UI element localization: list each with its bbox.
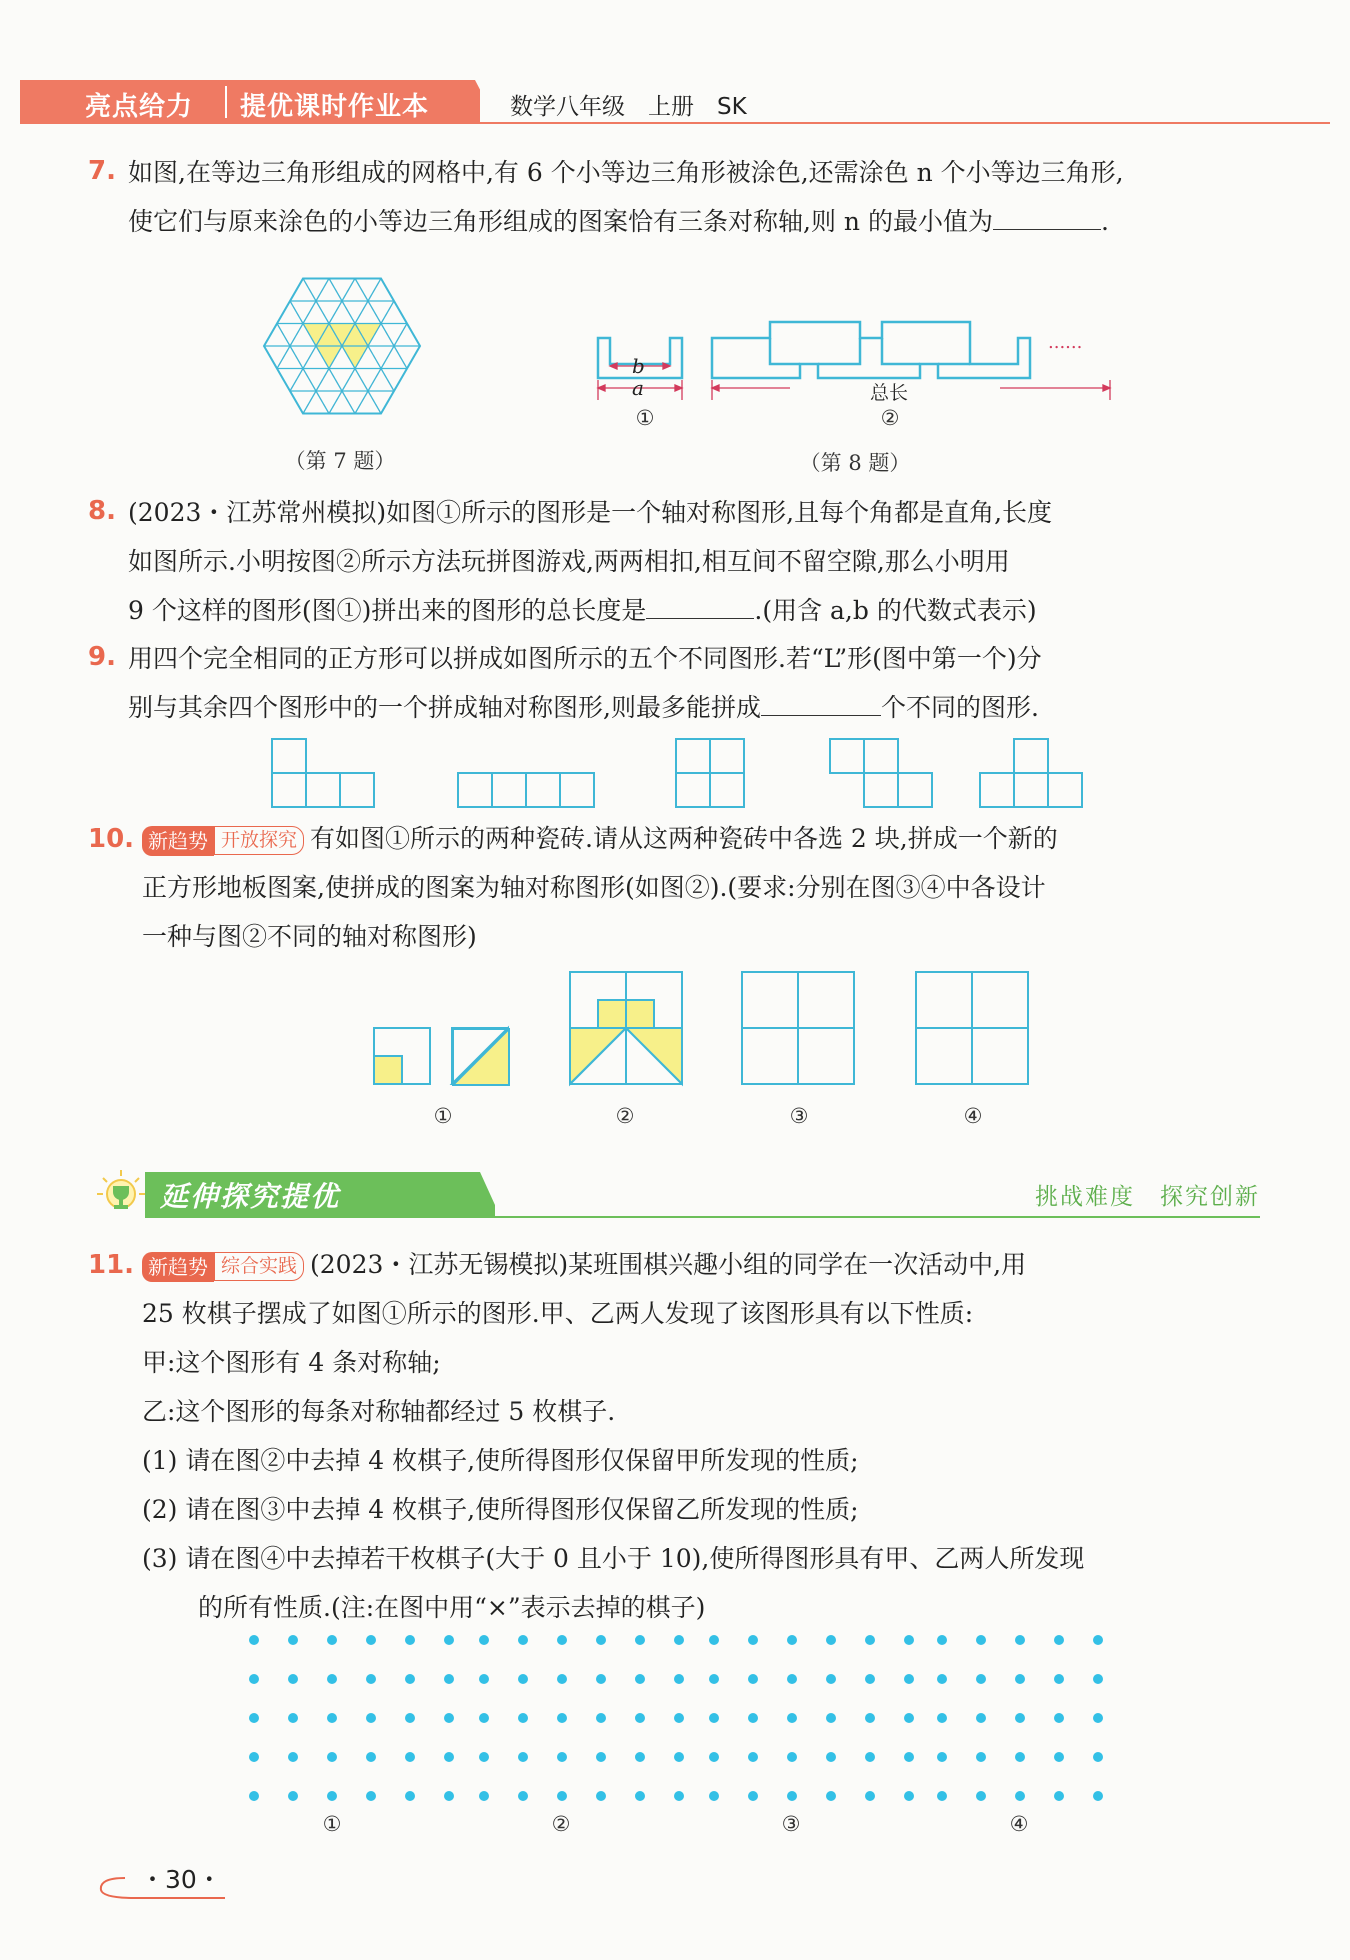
question-11-line-text: (2023・江苏无锡模拟)某班围棋兴趣小组的同学在一次活动中,用: [310, 1250, 1027, 1279]
go-stone: [865, 1752, 875, 1762]
hexagon-triangle-grid-figure: [236, 255, 448, 437]
go-stone: [288, 1752, 298, 1762]
go-stone: [479, 1674, 489, 1684]
go-stone: [748, 1635, 758, 1645]
go-stone: [787, 1713, 797, 1723]
question-number-10: 10.: [88, 824, 135, 854]
question-number-7: 7.: [88, 156, 116, 186]
go-stone: [1093, 1791, 1103, 1801]
example-pattern: [570, 972, 682, 1084]
go-stone: [1054, 1791, 1064, 1801]
go-stone: [327, 1791, 337, 1801]
go-stone: [288, 1791, 298, 1801]
go-stone: [366, 1752, 376, 1762]
go-stone: [288, 1713, 298, 1723]
go-stone: [709, 1713, 719, 1723]
question-number-9: 9.: [88, 642, 116, 672]
go-stone: [1054, 1713, 1064, 1723]
go-stone: [1093, 1674, 1103, 1684]
go-stone: [1054, 1674, 1064, 1684]
question-11-line: 25 枚棋子摆成了如图①所示的图形.甲、乙两人发现了该图形具有以下性质:: [142, 1299, 974, 1328]
go-stone: [1054, 1752, 1064, 1762]
go-stone: [748, 1713, 758, 1723]
question-7-line: [128, 197, 1268, 246]
go-stone: [748, 1674, 758, 1684]
question-number-8: 8.: [88, 496, 116, 526]
go-stone: [479, 1635, 489, 1645]
go-stone: [557, 1674, 567, 1684]
go-stone: [976, 1791, 986, 1801]
header-separator: [225, 86, 227, 118]
go-stone: [249, 1635, 259, 1645]
go-stone: [976, 1635, 986, 1645]
go-stone: [479, 1713, 489, 1723]
go-stone: [405, 1674, 415, 1684]
go-stone: [366, 1674, 376, 1684]
chain-shape: [712, 322, 1030, 378]
go-stone: [405, 1752, 415, 1762]
go-stone: [444, 1674, 454, 1684]
go-stone: [787, 1752, 797, 1762]
question-11-text: [142, 1240, 1282, 1632]
go-stone: [937, 1713, 947, 1723]
go-stone: [249, 1791, 259, 1801]
go-stone: [249, 1713, 259, 1723]
go-stone: [1093, 1752, 1103, 1762]
answer-blank[interactable]: [993, 200, 1101, 230]
figure-8-2-label: ②: [880, 406, 900, 430]
go-stone: [557, 1713, 567, 1723]
go-stone: [976, 1674, 986, 1684]
answer-blank[interactable]: [646, 589, 754, 619]
go-stone: [249, 1752, 259, 1762]
go-stone: [826, 1635, 836, 1645]
question-11-line: [142, 1240, 1282, 1289]
figure-11-4-label: ④: [1009, 1812, 1029, 1836]
figure-8-1-label: ①: [635, 406, 655, 430]
category-tag: 综合实践: [214, 1252, 304, 1281]
go-stone: [865, 1674, 875, 1684]
go-stone: [865, 1791, 875, 1801]
question-10-line: 正方形地板图案,使拼成的图案为轴对称图形(如图②).(要求:分别在图③④中各设计: [142, 873, 1046, 902]
go-stone: [709, 1674, 719, 1684]
go-stone: [904, 1752, 914, 1762]
question-11-line: (2) 请在图③中去掉 4 枚棋子,使所得图形仅保留乙所发现的性质;: [142, 1495, 859, 1524]
go-stone: [557, 1635, 567, 1645]
figure-10-1-label: ①: [433, 1104, 453, 1128]
header-subtitle: 提优课时作业本: [240, 92, 430, 122]
question-10-line: [142, 814, 1282, 863]
figure-10-3-label: ③: [789, 1104, 809, 1128]
go-stone: [327, 1713, 337, 1723]
go-stone: [787, 1674, 797, 1684]
question-11-line: (3) 请在图④中去掉若干枚棋子(大于 0 且小于 10),使所得图形具有甲、乙两人所发现: [142, 1544, 1085, 1573]
go-stone: [366, 1713, 376, 1723]
question-7-text: [128, 148, 1268, 246]
go-stone: [635, 1752, 645, 1762]
go-stone: [748, 1791, 758, 1801]
go-stone: [249, 1674, 259, 1684]
go-stone: [674, 1791, 684, 1801]
label-a: a: [632, 376, 644, 400]
go-stone: [826, 1713, 836, 1723]
go-stone: [937, 1674, 947, 1684]
header-brand: 亮点给力: [85, 92, 194, 122]
go-stone: [327, 1635, 337, 1645]
question-8-line-end: .(用含 a,b 的代数式表示): [754, 596, 1037, 625]
figure-7-caption: （第 7 题）: [284, 449, 396, 473]
go-stone: [674, 1713, 684, 1723]
go-stone: [937, 1635, 947, 1645]
category-tag: 开放探究: [214, 826, 304, 855]
go-stone: [518, 1791, 528, 1801]
go-stone: [327, 1752, 337, 1762]
go-stone: [444, 1713, 454, 1723]
go-stone: [1015, 1713, 1025, 1723]
label-b: b: [632, 354, 645, 378]
figure-11-2-label: ②: [551, 1812, 571, 1836]
go-stone: [444, 1752, 454, 1762]
go-stone: [518, 1635, 528, 1645]
go-stone: [635, 1713, 645, 1723]
question-7-line-text: 使它们与原来涂色的小等边三角形组成的图案恰有三条对称轴,则 n 的最小值为: [128, 207, 993, 236]
go-stone: [1054, 1635, 1064, 1645]
go-stone: [596, 1713, 606, 1723]
trophy-sun-icon: [95, 1168, 147, 1220]
go-stone: [937, 1752, 947, 1762]
go-stone: [904, 1674, 914, 1684]
label-total-length: 总长: [870, 382, 909, 404]
go-stone: [865, 1713, 875, 1723]
interlocking-shapes-figure: [590, 310, 1120, 440]
triangle-tile: [452, 1028, 510, 1086]
go-stone: [1015, 1791, 1025, 1801]
go-stone: [976, 1713, 986, 1723]
figure-11-3-label: ③: [781, 1812, 801, 1836]
go-stone: [826, 1674, 836, 1684]
question-11-line: 的所有性质.(注:在图中用“×”表示去掉的棋子): [198, 1593, 706, 1622]
header-book-info: 数学八年级 上册 SK: [510, 94, 747, 120]
page-number: ・30・: [140, 1865, 222, 1894]
go-stone: [1015, 1635, 1025, 1645]
go-stone: [327, 1674, 337, 1684]
go-stone: [479, 1791, 489, 1801]
go-stone: [518, 1674, 528, 1684]
page-header: [20, 80, 1330, 124]
go-stone-grids: [240, 1632, 1110, 1812]
figure-11-1-label: ①: [322, 1812, 342, 1836]
header-rule: [20, 122, 1330, 124]
question-10-line-text: 有如图①所示的两种瓷砖.请从这两种瓷砖中各选 2 块,拼成一个新的: [310, 824, 1058, 853]
go-stone: [479, 1752, 489, 1762]
go-stone: [904, 1713, 914, 1723]
go-stone: [596, 1674, 606, 1684]
section-slogan: 挑战难度 探究创新: [1035, 1184, 1260, 1210]
go-stone: [635, 1791, 645, 1801]
question-11-line: (1) 请在图②中去掉 4 枚棋子,使所得图形仅保留甲所发现的性质;: [142, 1446, 859, 1475]
figure-10-4-label: ④: [963, 1104, 983, 1128]
trend-tag: 新趋势: [142, 826, 214, 856]
go-stone: [976, 1752, 986, 1762]
tetromino-shapes-figure: [270, 735, 1120, 810]
go-stone: [826, 1791, 836, 1801]
go-stone: [826, 1752, 836, 1762]
go-stone: [405, 1713, 415, 1723]
go-stone: [674, 1752, 684, 1762]
go-stone: [288, 1674, 298, 1684]
question-10-line: 一种与图②不同的轴对称图形): [142, 922, 477, 951]
go-stone: [635, 1674, 645, 1684]
go-stone: [1015, 1674, 1025, 1684]
go-stone: [518, 1752, 528, 1762]
question-8-line-text: 9 个这样的图形(图①)拼出来的图形的总长度是: [128, 596, 647, 625]
go-stone: [518, 1713, 528, 1723]
go-stone: [787, 1791, 797, 1801]
question-7-line: 如图,在等边三角形组成的网格中,有 6 个小等边三角形被涂色,还需涂色 n 个小等边三角形,: [128, 158, 1124, 187]
go-stone: [366, 1635, 376, 1645]
go-stone: [596, 1752, 606, 1762]
go-stone: [444, 1635, 454, 1645]
question-9-line-end: 个不同的图形.: [880, 693, 1039, 722]
trend-tag: 新趋势: [142, 1252, 214, 1282]
question-8-line: (2023・江苏常州模拟)如图①所示的图形是一个轴对称图形,且每个角都是直角,长度: [128, 498, 1053, 527]
question-7-line-end: .: [1100, 207, 1109, 236]
tetromino-square: [272, 739, 306, 773]
go-stone: [709, 1635, 719, 1645]
go-stone: [405, 1791, 415, 1801]
go-stone: [674, 1674, 684, 1684]
question-11-line: 乙:这个图形的每条对称轴都经过 5 枚棋子.: [142, 1397, 616, 1426]
section-title: 延伸探究提优: [160, 1180, 341, 1213]
go-stone: [1093, 1713, 1103, 1723]
go-stone: [557, 1791, 567, 1801]
go-stone: [288, 1635, 298, 1645]
go-stone: [405, 1635, 415, 1645]
question-9-line: 用四个完全相同的正方形可以拼成如图所示的五个不同图形.若“L”形(图中第一个)分: [128, 644, 1042, 673]
question-10-text: [142, 814, 1282, 961]
go-stone: [1093, 1635, 1103, 1645]
figure-8-caption: （第 8 题）: [799, 451, 911, 475]
go-stone: [787, 1635, 797, 1645]
section-rule: [145, 1216, 1260, 1218]
go-stone: [709, 1791, 719, 1801]
go-stone: [366, 1791, 376, 1801]
question-9-text: [128, 634, 1278, 732]
section-header: [95, 1168, 1260, 1220]
go-stone: [709, 1752, 719, 1762]
go-stone: [635, 1635, 645, 1645]
go-stone: [444, 1791, 454, 1801]
continuation-dots: ......: [1048, 332, 1083, 353]
go-stone: [674, 1635, 684, 1645]
answer-blank[interactable]: [761, 686, 881, 716]
question-number-11: 11.: [88, 1250, 135, 1280]
go-stone: [865, 1635, 875, 1645]
go-stone: [904, 1635, 914, 1645]
go-stone: [904, 1791, 914, 1801]
empty-grid-3: [742, 972, 854, 1084]
go-stone: [748, 1752, 758, 1762]
figure-10-2-label: ②: [615, 1104, 635, 1128]
question-8-line: [128, 586, 1278, 635]
question-9-line-text: 别与其余四个图形中的一个拼成轴对称图形,则最多能拼成: [128, 693, 761, 722]
question-11-line: 甲:这个图形有 4 条对称轴;: [142, 1348, 441, 1377]
go-stone: [596, 1791, 606, 1801]
go-stone: [1015, 1752, 1025, 1762]
question-9-line: [128, 683, 1278, 732]
question-8-text: [128, 488, 1278, 635]
go-stone: [937, 1791, 947, 1801]
go-stone: [557, 1752, 567, 1762]
empty-grid-4: [916, 972, 1028, 1084]
go-stone: [596, 1635, 606, 1645]
question-8-line: 如图所示.小明按图②所示方法玩拼图游戏,两两相扣,相互间不留空隙,那么小明用: [128, 547, 1010, 576]
